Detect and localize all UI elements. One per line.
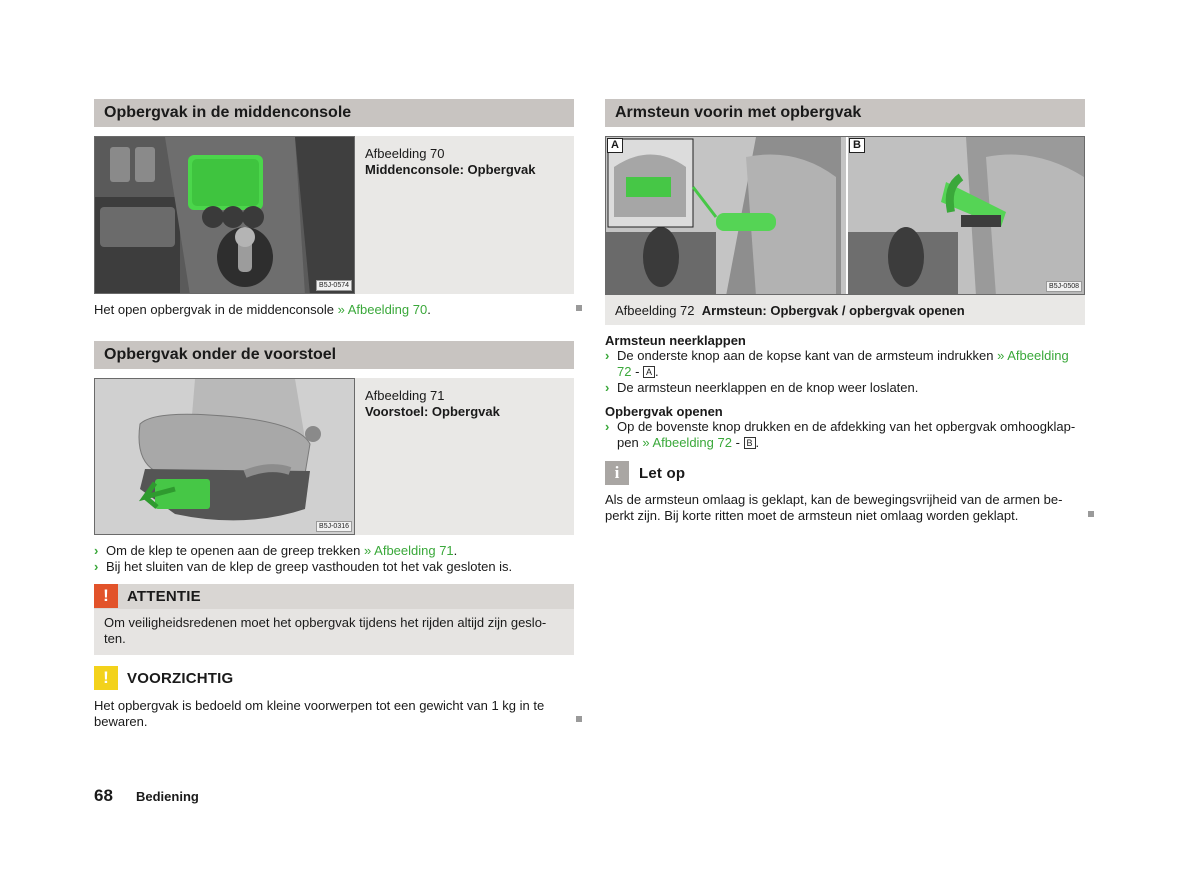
voorzichtig-line2: bewaren. <box>94 714 148 729</box>
voorzichtig-title: VOORZICHTIG <box>127 670 234 687</box>
chevron-right-icon: › <box>94 559 99 574</box>
section-name: Bediening <box>136 789 199 804</box>
figure-71-label: Afbeelding 71 <box>365 388 445 403</box>
section-end-marker <box>576 305 582 311</box>
section-header-voorstoel: Opbergvak onder de voorstoel <box>94 341 574 369</box>
figure-72-link[interactable]: » Afbeelding <box>997 348 1069 363</box>
attentie-line2: ten. <box>104 631 126 646</box>
chevron-right-icon: › <box>605 380 610 395</box>
armrest-illustration <box>606 137 1085 295</box>
list-openen <box>605 419 1085 451</box>
subheading-openen: Opbergvak openen <box>605 404 723 419</box>
figure-70-image <box>94 136 355 294</box>
s3-end: . <box>755 435 760 450</box>
section-header-armsteun: Armsteun voorin met opbergvak <box>605 99 1085 127</box>
note-line2: perkt zijn. Bij korte ritten moet de armsteun niet omlaag worden geklapt. <box>605 508 1019 523</box>
image-code: B5J-0508 <box>1046 281 1082 292</box>
step2-text: Bij het sluiten van de klep de greep vasthouden tot het vak gesloten is. <box>106 559 513 574</box>
figure-71-link[interactable]: » Afbeelding 71 <box>364 543 454 558</box>
panel-label-b: B <box>849 138 865 153</box>
voorzichtig-line1: Het opbergvak is bedoeld om kleine voorwerpen tot een gewicht van 1 kg in te <box>94 698 545 713</box>
voorzichtig-text <box>94 698 574 730</box>
panel-label-a: A <box>607 138 623 153</box>
list-item <box>94 559 574 575</box>
section-end-marker <box>576 716 582 722</box>
middenconsole-text <box>94 302 564 318</box>
panel-ref-a: A <box>643 366 655 378</box>
chevron-right-icon: › <box>605 348 610 363</box>
figure-72-title: Armsteun: Opbergvak / opbergvak openen <box>701 303 965 318</box>
text-end: . <box>427 302 431 317</box>
figure-72-label: Afbeelding 72 <box>615 303 695 318</box>
panel-ref-b: B <box>744 437 756 449</box>
caution-icon: ! <box>94 666 118 690</box>
list-neerklappen <box>605 348 1085 396</box>
note-title: Let op <box>639 465 686 482</box>
warning-icon: ! <box>94 584 118 608</box>
list-item <box>94 543 574 559</box>
section-end-marker <box>1088 511 1094 517</box>
info-icon: i <box>605 461 629 485</box>
subheading-neerklappen: Armsteun neerklappen <box>605 333 746 348</box>
note-line1: Als de armsteun omlaag is geklapt, kan de bewegingsvrijheid van de armen be- <box>605 492 1063 507</box>
console-illustration <box>95 137 355 294</box>
figure-72-caption <box>615 303 1075 319</box>
page-number: 68 <box>94 786 113 805</box>
step1-end: . <box>453 543 458 558</box>
attentie-text <box>104 615 574 647</box>
figure-72-link[interactable]: » Afbeelding 72 <box>642 435 732 450</box>
image-code: B5J-0316 <box>316 521 352 532</box>
s2-text: De armsteun neerklappen en de knop weer loslaten. <box>617 380 919 395</box>
figure-70-caption <box>365 146 565 178</box>
dash: - <box>631 364 644 379</box>
figure-72-link-number[interactable]: 72 <box>617 364 632 379</box>
image-code: B5J-0574 <box>316 280 352 291</box>
figure-70-link[interactable]: » Afbeelding 70 <box>337 302 428 317</box>
seat-illustration <box>95 379 355 535</box>
chevron-right-icon: › <box>605 419 610 434</box>
text: Het open opbergvak in de middenconsole <box>94 302 334 317</box>
figure-72-image <box>605 136 1085 295</box>
step1-text: Om de klep te openen aan de greep trekken <box>106 543 361 558</box>
s3-text: Op de bovenste knop drukken en de afdekking van het opbergvak omhoogklap- <box>617 419 1076 434</box>
list-item-cont <box>605 435 1085 451</box>
s1-text: De onderste knop aan de kopse kant van de armsteum indrukken <box>617 348 994 363</box>
s1-end: . <box>655 364 659 379</box>
s3-text2: pen <box>617 435 639 450</box>
section-header-middenconsole: Opbergvak in de middenconsole <box>94 99 574 127</box>
list-item <box>605 380 1085 396</box>
attentie-title: ATTENTIE <box>127 588 201 605</box>
figure-70-label: Afbeelding 70 <box>365 146 445 161</box>
step-list-voorstoel <box>94 543 574 575</box>
figure-71-title: Voorstoel: Opbergvak <box>365 404 500 419</box>
figure-71-caption <box>365 388 565 420</box>
chevron-right-icon: › <box>94 543 99 558</box>
figure-71-image <box>94 378 355 535</box>
figure-70-title: Middenconsole: Opbergvak <box>365 162 536 177</box>
list-item <box>605 348 1085 364</box>
note-text <box>605 492 1085 524</box>
dash: - <box>731 435 744 450</box>
list-item <box>605 419 1085 435</box>
list-item-cont <box>605 364 1085 380</box>
attentie-line1: Om veiligheidsredenen moet het opbergvak tijdens het rijden altijd zijn geslo- <box>104 615 547 630</box>
